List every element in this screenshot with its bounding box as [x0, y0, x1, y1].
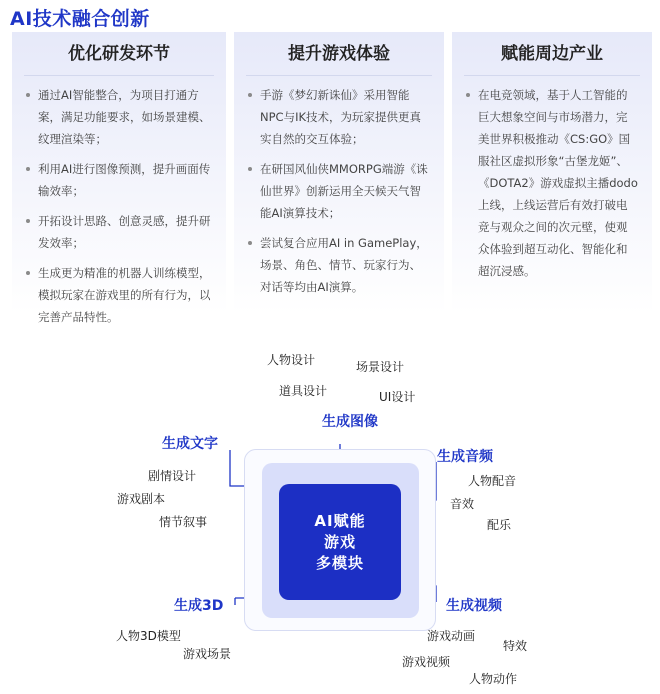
core-line: 多模块 [315, 553, 364, 572]
page-title: AI技术融合创新 [10, 8, 150, 30]
bullet-list [26, 84, 212, 328]
leaf-prop-design: 道具设计 [279, 384, 328, 398]
category-audio: 生成音频 [437, 449, 493, 465]
bullet-list [248, 84, 430, 298]
leaf-character-design: 人物设计 [267, 353, 316, 367]
category-image: 生成图像 [322, 414, 378, 430]
list-item: 开拓设计思路、创意灵感，提升研发效率； [26, 210, 212, 254]
list-item: 尝试复合应用AI in GamePlay，场景、角色、情节、玩家行为、对话等均由AI演算。 [248, 232, 430, 298]
core-line: 游戏 [323, 532, 356, 551]
leaf-game-video: 游戏视频 [402, 655, 451, 669]
leaf-game-script: 游戏剧本 [117, 492, 166, 506]
leaf-narrative: 情节叙事 [159, 515, 208, 529]
list-item: 在电竞领域，基于人工智能的巨大想象空间与市场潜力，完美世界积极推动《CS:GO》国服社区虚拟形象“古堡龙姬”、《DOTA2》游戏虚拟主播dodo上线，上线运营后有效打破电竞与观众之间的次元壁，使观众体验到超互动化、智能化和超沉浸感。 [466, 84, 638, 282]
ai-modules-diagram [0, 340, 660, 694]
leaf-music: 配乐 [487, 518, 512, 532]
leaf-vfx: 特效 [503, 639, 528, 653]
bullet-list [466, 84, 638, 282]
core-node [279, 484, 401, 600]
column-title: 赋能周边产业 [464, 32, 640, 76]
category-video: 生成视频 [446, 598, 502, 614]
leaf-game-scene: 游戏场景 [183, 647, 232, 661]
leaf-sound-effects: 音效 [450, 497, 475, 511]
column-improve-experience [234, 32, 444, 314]
leaf-plot-design: 剧情设计 [148, 469, 197, 483]
list-item: 在研国风仙侠MMORPG端游《诛仙世界》创新运用全天候天气智能AI演算技术； [248, 158, 430, 224]
column-empower-industry [452, 32, 652, 314]
column-title: 提升游戏体验 [246, 32, 432, 76]
leaf-character-motion: 人物动作 [469, 672, 518, 686]
leaf-voice-acting: 人物配音 [468, 474, 517, 488]
leaf-ui-design: UI设计 [379, 390, 416, 404]
leaf-scene-design: 场景设计 [356, 360, 405, 374]
list-item: 手游《梦幻新诛仙》采用智能NPC与IK技术，为玩家提供更真实自然的交互体验； [248, 84, 430, 150]
leaf-character-3d-model: 人物3D模型 [116, 629, 181, 643]
list-item: 利用AI进行图像预测，提升画面传输效率； [26, 158, 212, 202]
core-line: AI赋能 [314, 511, 366, 530]
column-optimize-rnd [12, 32, 226, 324]
category-3d: 生成3D [174, 598, 224, 614]
list-item: 生成更为精准的机器人训练模型，模拟玩家在游戏里的所有行为，以完善产品特性。 [26, 262, 212, 328]
category-text: 生成文字 [162, 436, 218, 452]
list-item: 通过AI智能整合，为项目打通方案，满足功能要求，如场景建模、纹理渲染等； [26, 84, 212, 150]
leaf-game-animation: 游戏动画 [427, 629, 476, 643]
column-title: 优化研发环节 [24, 32, 214, 76]
